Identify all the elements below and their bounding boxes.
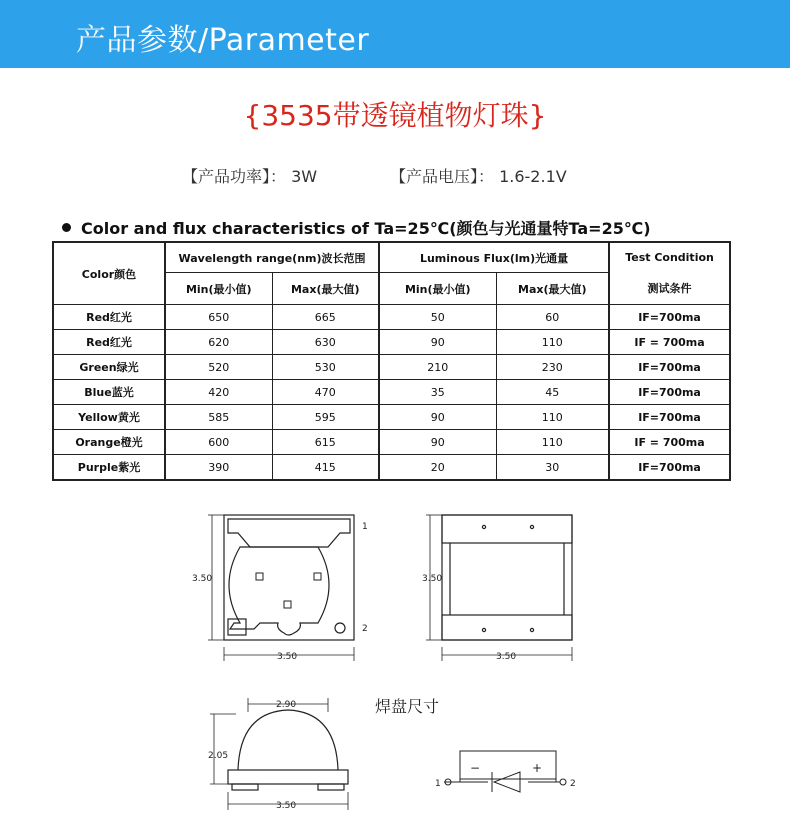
side-view-drawing [200,692,370,817]
cell-wl-max: 665 [272,305,379,330]
cell-condition: IF=700ma [609,305,730,330]
pin2-terminal [560,779,566,785]
cell-wl-max: 630 [272,330,379,355]
cell-wl-min: 420 [165,380,272,405]
lead-left [232,784,258,790]
lens-height-dim: 2.05 [208,751,229,761]
cell-flux-min: 90 [379,405,496,430]
cell-color: Blue蓝光 [53,380,165,405]
cell-wl-max: 530 [272,355,379,380]
header-wl-min: Min(最小值) [165,273,272,305]
package-base [228,770,348,784]
cell-condition: IF=700ma [609,355,730,380]
header-wavelength: Wavelength range(nm)波长范围 [165,242,379,273]
cell-wl-min: 600 [165,430,272,455]
cell-flux-min: 210 [379,355,496,380]
cell-flux-min: 90 [379,430,496,455]
table-row [53,380,730,405]
cell-wl-max: 595 [272,405,379,430]
diode-pin1-label: 1 [435,779,441,789]
cell-flux-max: 110 [496,430,609,455]
top-view-side-dim: 3.50 [192,574,213,584]
cell-condition: IF=700ma [609,455,730,481]
cell-color: Yellow黄光 [53,405,165,430]
cell-wl-max: 415 [272,455,379,481]
plus-sign: + [532,761,543,775]
header-bar [0,0,790,68]
header-wl-max: Max(最大值) [272,273,379,305]
lens-dome [238,710,338,770]
cell-flux-max: 30 [496,455,609,481]
bullet-icon [62,223,71,232]
spec-power: 【产品功率】： 3W [182,167,318,186]
table-row [53,430,730,455]
cell-wl-min: 390 [165,455,272,481]
cell-wl-max: 615 [272,430,379,455]
header-flux: Luminous Flux(lm)光通量 [379,242,609,273]
table-row [53,330,730,355]
header-color: Color颜色 [53,242,165,305]
cell-flux-min: 20 [379,455,496,481]
section-heading [62,216,651,239]
cell-flux-max: 230 [496,355,609,380]
cell-wl-min: 620 [165,330,272,355]
top-frame [228,519,350,547]
cell-wl-min: 585 [165,405,272,430]
cell-flux-min: 50 [379,305,496,330]
cell-condition: IF = 700ma [609,330,730,355]
bottom-outline [442,515,572,640]
flux-table [52,241,731,481]
minus-sign: − [470,761,481,775]
table-row [53,305,730,330]
cell-color: Orange橙光 [53,430,165,455]
header-flux-max: Max(最大值) [496,273,609,305]
cell-wl-min: 520 [165,355,272,380]
cell-color: Green绿光 [53,355,165,380]
cell-condition: IF = 700ma [609,430,730,455]
chip-square [314,573,321,580]
bottom-pad-top [442,515,572,543]
cell-color: Red红光 [53,330,165,355]
base-width-dim: 3.50 [276,801,297,811]
bottom-pad-bottom [442,615,572,640]
product-title: {3535带透镜植物灯珠} [243,99,547,132]
top-view-bottom-dim: 3.50 [277,652,298,662]
cell-flux-max: 110 [496,330,609,355]
package-outline [224,515,354,640]
spec-voltage: 【产品电压】： 1.6-2.1V [390,167,567,186]
pad-size-label: 焊盘尺寸 [375,697,440,716]
pin1-label: 1 [362,522,368,532]
cell-flux-max: 60 [496,305,609,330]
header-flux-min: Min(最小值) [379,273,496,305]
die-cavity [229,547,329,635]
cell-flux-max: 110 [496,405,609,430]
pin2-label: 2 [362,624,368,634]
header-condition-cn: 测试条件 [609,273,730,305]
diode-pin2-label: 2 [570,779,576,789]
cell-color: Purple紫光 [53,455,165,481]
header-title: 产品参数/Parameter [76,23,370,58]
cell-condition: IF=700ma [609,380,730,405]
cell-wl-min: 650 [165,305,272,330]
bottom-view-bottom-dim: 3.50 [496,652,517,662]
table-row [53,405,730,430]
table-row [53,355,730,380]
cell-flux-max: 45 [496,380,609,405]
header-condition-en: Test Condition [609,242,730,273]
diode-schematic [432,745,582,805]
bottom-view-drawing [420,505,580,675]
lens-width-dim: 2.90 [276,700,297,710]
cell-condition: IF=700ma [609,405,730,430]
cell-flux-min: 35 [379,380,496,405]
cell-wl-max: 470 [272,380,379,405]
bottom-view-side-dim: 3.50 [422,574,443,584]
top-view-drawing [190,505,390,675]
lead-right [318,784,344,790]
section-title: Color and flux characteristics of Ta=25℃(颜色与光通量特Ta=25℃) [81,219,651,238]
mark-circle [335,623,345,633]
chip-square [284,601,291,608]
table-row [53,455,730,481]
cell-flux-min: 90 [379,330,496,355]
diode-symbol [494,772,520,792]
cell-color: Red红光 [53,305,165,330]
chip-square [256,573,263,580]
